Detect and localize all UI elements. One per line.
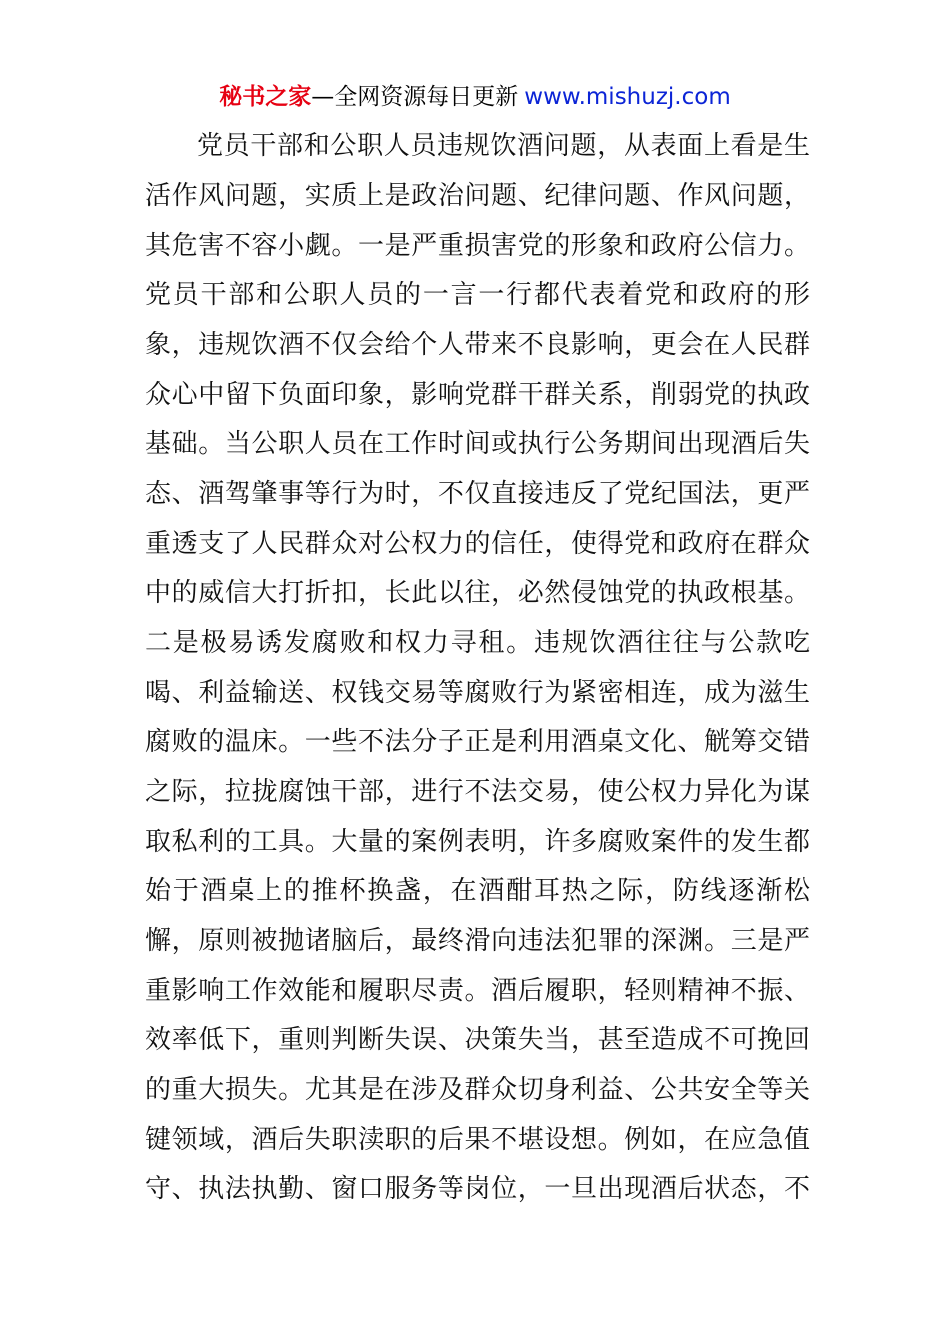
paragraph-line: 取私利的工具。大量的案例表明，许多腐败案件的发生都 — [145, 827, 810, 857]
paragraph-line: 喝、利益输送、权钱交易等腐败行为紧密相连，成为滋生 — [145, 678, 810, 708]
site-tagline: —全网资源每日更新 — [311, 84, 519, 110]
paragraph-line: 基础。当公职人员在工作时间或执行公务期间出现酒后失 — [145, 429, 810, 459]
paragraph-line: 党员干部和公职人员违规饮酒问题，从表面上看是生 — [197, 131, 810, 161]
paragraph-line: 中的威信大打折扣，长此以往，必然侵蚀党的执政根基。 — [145, 578, 810, 608]
paragraph-line: 态、酒驾肇事等行为时，不仅直接违反了党纪国法，更严 — [145, 479, 810, 509]
paragraph-line: 腐败的温床。一些不法分子正是利用酒桌文化、觥筹交错 — [145, 727, 810, 757]
paragraph-line: 活作风问题，实质上是政治问题、纪律问题、作风问题， — [145, 181, 810, 211]
paragraph-line: 懈，原则被抛诸脑后，最终滑向违法犯罪的深渊。三是严 — [145, 926, 810, 956]
paragraph-line: 象，违规饮酒不仅会给个人带来不良影响，更会在人民群 — [145, 330, 810, 360]
paragraph-line: 之际，拉拢腐蚀干部，进行不法交易，使公权力异化为谋 — [145, 777, 810, 807]
paragraph-line: 重透支了人民群众对公权力的信任，使得党和政府在群众 — [145, 529, 810, 559]
paragraph-line: 的重大损失。尤其是在涉及群众切身利益、公共安全等关 — [145, 1075, 810, 1105]
page-header — [0, 80, 950, 114]
paragraph-line: 党员干部和公职人员的一言一行都代表着党和政府的形 — [145, 280, 810, 310]
paragraph-line: 重影响工作效能和履职尽责。酒后履职，轻则精神不振、 — [145, 976, 810, 1006]
site-url[interactable]: www.mishuzj.com — [524, 84, 731, 110]
paragraph-line: 众心中留下负面印象，影响党群干群关系，削弱党的执政 — [145, 380, 810, 410]
paragraph-line: 其危害不容小觑。一是严重损害党的形象和政府公信力。 — [145, 231, 810, 261]
paragraph-line: 效率低下，重则判断失误、决策失当，甚至造成不可挽回 — [145, 1025, 810, 1055]
paragraph-line: 始于酒桌上的推杯换盏，在酒酣耳热之际，防线逐渐松 — [145, 876, 810, 906]
site-brand: 秘书之家 — [219, 84, 312, 110]
paragraph-line: 二是极易诱发腐败和权力寻租。违规饮酒往往与公款吃 — [145, 628, 810, 658]
paragraph-line: 键领域，酒后失职渎职的后果不堪设想。例如，在应急值 — [145, 1125, 810, 1155]
paragraph-line: 守、执法执勤、窗口服务等岗位，一旦出现酒后状态，不 — [145, 1174, 810, 1204]
